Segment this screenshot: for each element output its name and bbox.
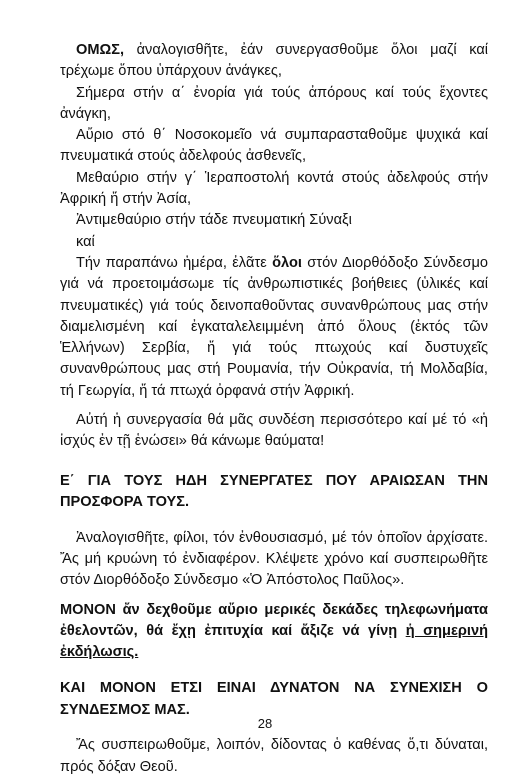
cta-emphasis: ὅλοι [272, 254, 302, 271]
paragraph-and: καί [76, 233, 95, 250]
paragraph-intro [60, 40, 488, 83]
paragraph-next: Ἀντιμεθαύριο στήν τάδε πνευματική Σύναξι [76, 212, 352, 229]
paragraph-call-to-action [60, 253, 488, 402]
lead-word: ΟΜΩΣ, [76, 42, 125, 58]
paragraph-today: Σήμερα στήν α΄ ἐνορία γιά τούς ἀπόρους καί τούς ἔχοντες ἀνάγκη, [60, 84, 488, 122]
page-number: 28 [257, 716, 273, 731]
only-if-underlined: ἡ σημερινή ἐκδήλωσις. [60, 623, 488, 661]
section-heading: Ε΄ ΓΙΑ ΤΟΥΣ ΗΔΗ ΣΥΝΕΡΓΑΤΕΣ ΠΟΥ ΑΡΑΙΩΣΑΝ ΤΗΝ ΠΡΟΣΦΟΡΑ ΤΟΥΣ. [60, 472, 488, 510]
paragraph-day-after: Μεθαύριο στήν γ΄ Ἱεραποστολή κοντά στούς ἀδελφούς στήν Ἀφρική ἤ στήν Ἀσία, [60, 169, 488, 208]
document-body [60, 40, 488, 778]
intro-text: ἀναλογισθῆτε, ἐάν συνεργασθοῦμε ὅλοι μαζί καί τρέχωμε ὅπου ὑπάρχουν ἀνάγκες, [60, 42, 488, 80]
cta-text-b: στόν Διορθόδοξο Σύνδεσμο γιά νά προετοιμάσωμε τίς ἀνθρωπιστικές βοήθειες (ὑλικές καί πνευματικές) γιά τούς δεινοπαθοῦντας συνανθρώπους μας στήν διαμελισμένη καί ἐγκαταλελειμμένη ἀπό ὅλους (ἐκτός τῶν Ἑλλήνων) Σερβία, ἤ γιά τούς πτωχούς καί δυστυχεῖς συνανθρώπους μας στή Ρουμανία, τήν Οὐκρανία, τή Μολδαβία, τή Γεωργία, ἤ τά πτωχά ὀρφανά στήν Ἀφρική. [60, 254, 488, 399]
paragraph-cooperation: Αὐτή ἡ συνεργασία θά μᾶς συνδέση περισσότερο καί μέ τό «ἡ ἰσχύς ἐν τῇ ἑνώσει» θά κάνωμε θαύματα! [60, 412, 488, 450]
paragraph-only-if [60, 600, 488, 664]
only-if-text: ΜΟΝΟΝ ἄν δεχθοῦμε αὔριο μερικές δεκάδες τηλεφωνήματα ἐθελοντῶν, θά ἔχῃ ἐπιτυχία καί ἄξιζε νά γίνῃ [60, 601, 488, 640]
paragraph-closing: Ἄς συσπειρωθοῦμε, λοιπόν, δίδοντας ὁ καθένας ὅ,τι δύναται, πρός δόξαν Θεοῦ. [60, 737, 488, 775]
cta-text-a: Τήν παραπάνω ἡμέρα, ἐλᾶτε [76, 254, 273, 271]
paragraph-reflect: Ἀναλογισθῆτε, φίλοι, τόν ἐνθουσιασμό, μέ τόν ὁποῖον ἀρχίσατε. Ἄς μή κρυώνη τό ἐνδιαφέρον. Κλέψετε χρόνο καί συσπειρωθῆτε στόν Διορθόδοξο Σύνδεσμο «Ὁ Ἀπόστολος Παῦλος». [60, 529, 488, 589]
paragraph-tomorrow: Αὔριο στό θ΄ Νοσοκομεῖο νά συμπαρασταθοῦμε ψυχικά καί πνευματικά στούς ἀδελφούς ἀσθενεῖς, [60, 127, 488, 165]
paragraph-only-thus: ΚΑΙ ΜΟΝΟΝ ΕΤΣΙ ΕΙΝΑΙ ΔΥΝΑΤΟΝ ΝΑ ΣΥΝΕΧΙΣΗ Ο ΣΥΝΔΕΣΜΟΣ ΜΑΣ. [60, 680, 488, 718]
